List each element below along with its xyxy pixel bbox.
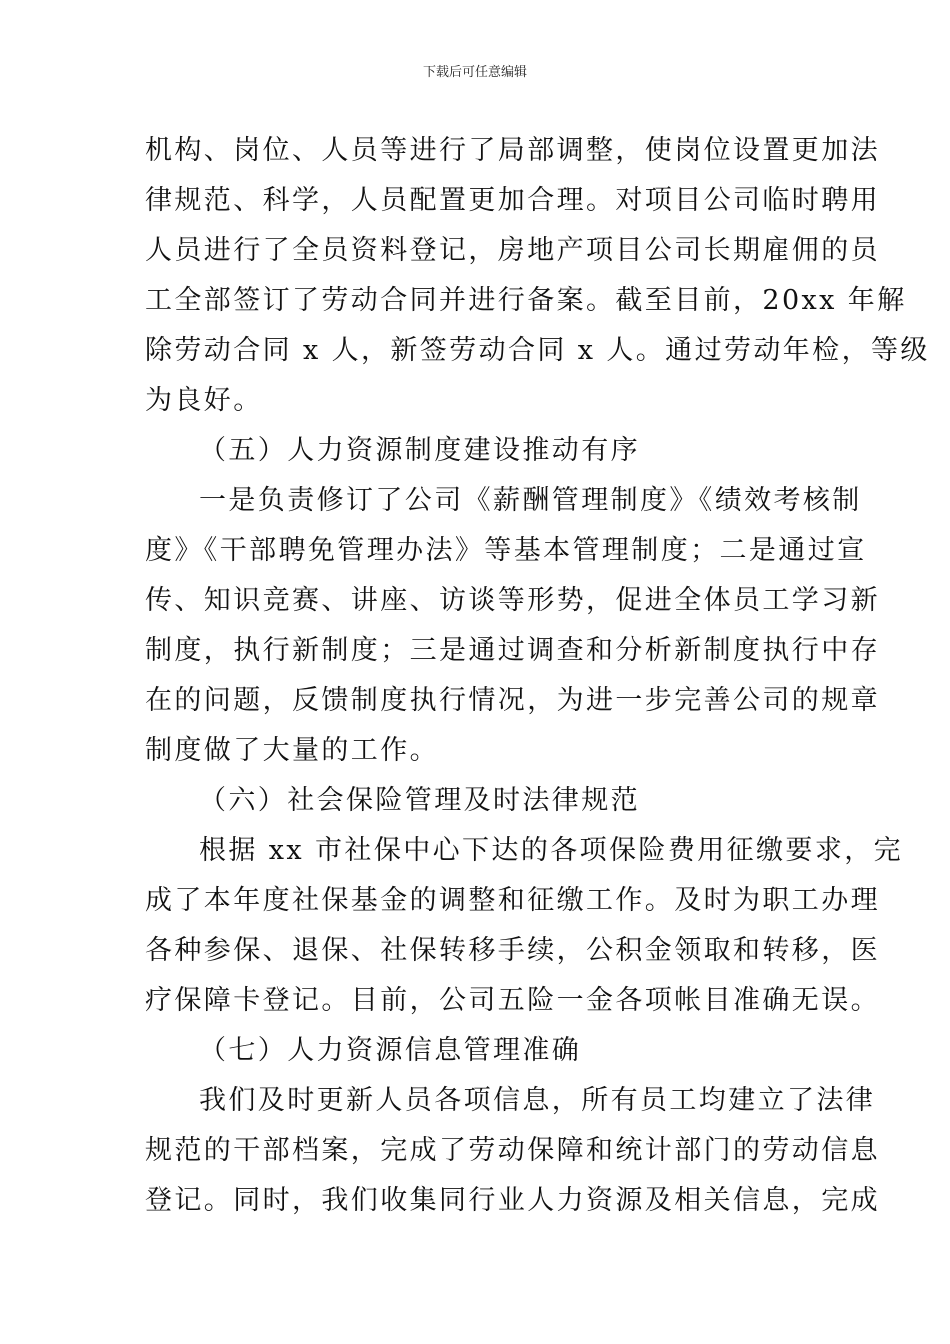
- text-line: 为良好。: [145, 385, 263, 416]
- text-line: 传、知识竞赛、讲座、访谈等形势，促进全体员工学习新: [145, 585, 880, 616]
- text-line: 我们及时更新人员各项信息，所有员工均建立了法律: [199, 1085, 876, 1116]
- paragraph-hr-system: [145, 476, 880, 776]
- text-line: 工全部签订了劳动合同并进行备案。截至目前，20xx 年解: [145, 285, 907, 316]
- text-line: 度》《干部聘免管理办法》等基本管理制度；二是通过宣: [145, 535, 867, 566]
- text-line: 规范的干部档案，完成了劳动保障和统计部门的劳动信息: [145, 1135, 880, 1166]
- paragraph-org-adjustment: [145, 126, 930, 426]
- paragraph-hr-info: [145, 1076, 880, 1226]
- document-body: [145, 126, 930, 1226]
- paragraph-social-insurance: [145, 826, 904, 1026]
- text-line: 制度，执行新制度；三是通过调查和分析新制度执行中存: [145, 635, 880, 666]
- text-line: 各种参保、退保、社保转移手续，公积金领取和转移，医: [145, 935, 880, 966]
- text-line: 除劳动合同 x 人，新签劳动合同 x 人。通过劳动年检，等级: [145, 335, 930, 366]
- text-line: 成了本年度社保基金的调整和征缴工作。及时为职工办理: [145, 885, 880, 916]
- section-heading-5: （五）人力资源制度建设推动有序: [199, 435, 640, 466]
- page-header: 下载后可任意编辑: [422, 65, 527, 80]
- text-line: 制度做了大量的工作。: [145, 735, 439, 766]
- text-line: 登记。同时，我们收集同行业人力资源及相关信息，完成: [145, 1185, 880, 1216]
- text-line: 疗保障卡登记。目前，公司五险一金各项帐目准确无误。: [145, 985, 880, 1016]
- text-line: 根据 xx 市社保中心下达的各项保险费用征缴要求，完: [199, 835, 904, 866]
- text-line: 在的问题，反馈制度执行情况，为进一步完善公司的规章: [145, 685, 880, 716]
- section-heading-6: （六）社会保险管理及时法律规范: [199, 785, 640, 816]
- text-line: 机构、岗位、人员等进行了局部调整，使岗位设置更加法: [145, 135, 880, 166]
- text-line: 人员进行了全员资料登记，房地产项目公司长期雇佣的员: [145, 235, 880, 266]
- text-line: 律规范、科学，人员配置更加合理。对项目公司临时聘用: [145, 185, 880, 216]
- text-line: 一是负责修订了公司《薪酬管理制度》《绩效考核制: [199, 485, 862, 516]
- section-heading-7: （七）人力资源信息管理准确: [199, 1035, 582, 1066]
